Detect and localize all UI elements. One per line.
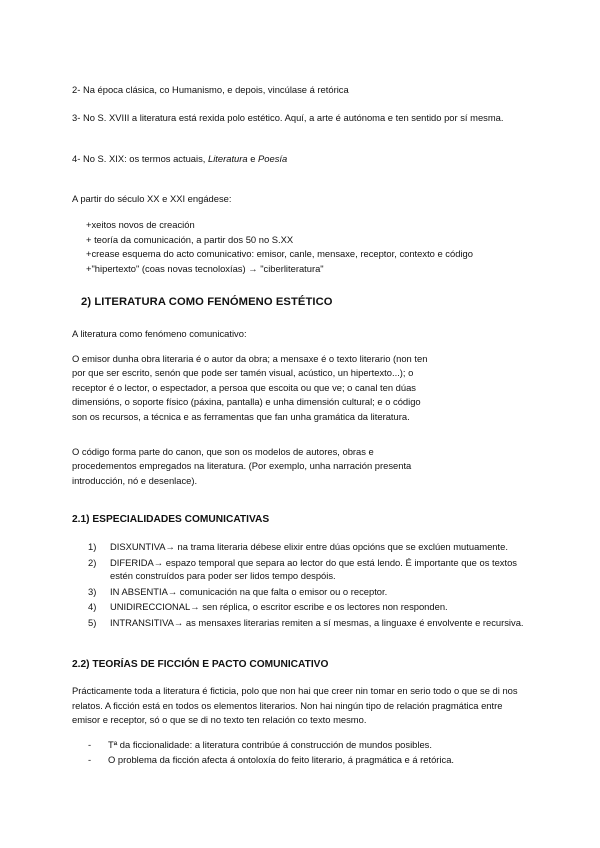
- term-poesia: Poesía: [258, 153, 288, 164]
- section-2-intro: A literatura como fenómeno comunicativo:: [72, 328, 247, 339]
- dash-bullet: -: [88, 739, 92, 750]
- item-text: IN ABSENTIA→ comunicación na que falta o emisor ou o receptor.: [110, 585, 388, 597]
- section-2-para1: O emisor dunha obra literaria é o autor da obra; a mensaxe é o texto literario (non ten por que ser escrito, senón que pode ser tamén visual, acústico, un hipertexto...); o receptor é o lector, o espectador, a persoa que escoita ou que ve; o canal ten dúas dimensións, o soporte físico (páxina, pantalla) e unha dimensión cultural; e o código son os recursos, a técnica e as ferramentas que fan unha gramática da literatura.: [72, 353, 428, 422]
- section-2-1-heading: 2.1) ESPECIALIDADES COMUNICATIVAS: [72, 514, 270, 525]
- list-item: [88, 540, 528, 554]
- intro-item-4-connector: e: [247, 153, 259, 164]
- item-number: 1): [88, 541, 97, 552]
- intro-item-3: 3- No S. XVIII a literatura está rexida polo estético. Aquí, a arte é autónoma e ten sentido por sí mesma.: [72, 112, 504, 123]
- item-number: 4): [88, 601, 97, 613]
- list-item: +crease esquema do acto comunicativo: emisor, canle, mensaxe, receptor, contexto e código: [86, 248, 473, 260]
- list-item: +xeitos novos de creación: [86, 219, 195, 230]
- item-text: DISXUNTIVA→ na trama literaria débese elixir entre dúas opcións que se exclúen mutuamente.: [110, 541, 508, 552]
- list-item: + teoría da comunicación, a partir dos 50 no S.XX: [86, 233, 294, 245]
- item-text: Tª da ficcionalidade: a literatura contribúe á construcción de mundos posibles.: [108, 739, 432, 750]
- list-item: [88, 600, 528, 614]
- item-number: 3): [88, 585, 97, 597]
- section-2-heading: 2) LITERATURA COMO FENÓMENO ESTÉTICO: [81, 296, 333, 308]
- item-number: 2): [88, 556, 97, 568]
- list-item: [88, 616, 528, 630]
- section-2-para2: O código forma parte do canon, que son os modelos de autores, obras e procedementos empregados na literatura. (Por exemplo, unha narración presenta introducción, nó e desenlace).: [72, 446, 412, 486]
- list-item: [88, 585, 528, 599]
- term-literatura: Literatura: [208, 153, 248, 164]
- section-2-2-para: Prácticamente toda a literatura é ficticia, polo que non hai que creer nin tomar en serio todo o que se di nos relatos. A ficción está en todos os elementos literarios. Non hai ningún tipo de relación pragmática entre emisor e receptor, só o que se di no texto ten relación co texto mesmo.: [72, 685, 518, 726]
- list-item: [88, 738, 508, 753]
- section-2-2-heading: 2.2) TEORÍAS DE FICCIÓN E PACTO COMUNICATIVO: [72, 659, 329, 670]
- dash-bullet: -: [88, 753, 92, 765]
- ficcion-list: [88, 738, 508, 767]
- intro-item-4: [72, 152, 530, 166]
- list-item: [88, 753, 508, 768]
- item-text: UNIDIRECCIONAL→ sen réplica, o escritor escribe e os lectores non responden.: [110, 601, 448, 613]
- item-text: DIFERIDA→ espazo temporal que separa ao lector do que está lendo. É importante que os textos estén construídos para poder ser lidos tempo despóis.: [110, 556, 517, 582]
- intro-item-2: 2- Na época clásica, co Humanismo, e depois, vincúlase á retórica: [72, 84, 349, 95]
- item-text: INTRANSITIVA→ as mensaxes literarias remiten a sí mesmas, a linguaxe é envolvente e recursiva.: [110, 616, 524, 628]
- item-text: O problema da ficción afecta á ontoloxía do feito literario, á pragmática e á retórica.: [108, 753, 455, 765]
- list-item: [88, 556, 528, 583]
- list-item: +"hipertexto" (coas novas tecnoloxías) → "ciberliteratura": [86, 262, 324, 274]
- especialidades-list: [88, 540, 528, 632]
- siglo-intro: A partir do século XX e XXI engádese:: [72, 193, 232, 204]
- siglo-list: [86, 218, 526, 276]
- intro-item-4-prefix: 4- No S. XIX: os termos actuais,: [72, 153, 208, 164]
- item-number: 5): [88, 616, 97, 628]
